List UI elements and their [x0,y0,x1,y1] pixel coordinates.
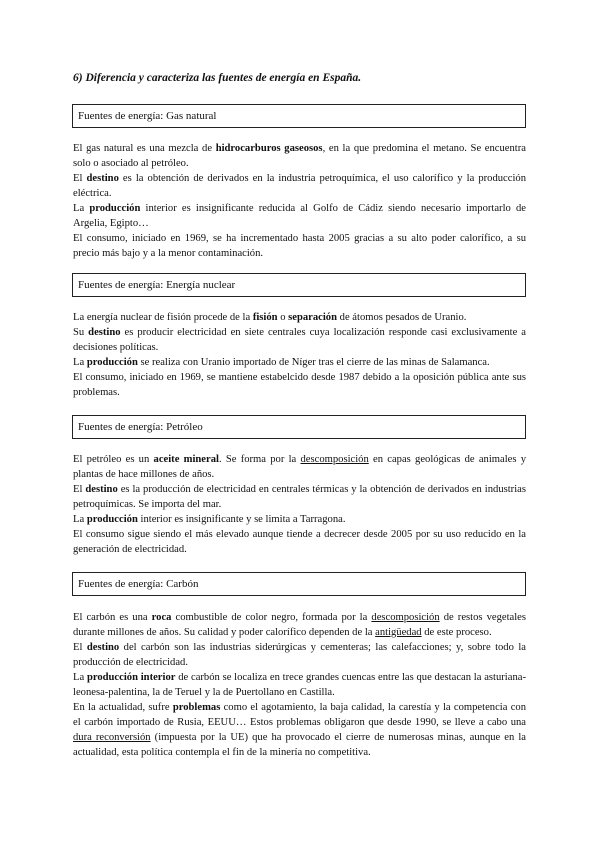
paragraph [73,610,526,640]
bold-term: destino [86,173,119,184]
underlined-term: antigüedad [375,627,422,638]
paragraph [73,482,526,512]
bold-term: hidrocarburos gaseosos [215,143,323,154]
text: de carbón se localiza en trece grandes cuencas entre las que destacan la asturiana-leonesa-palentina, la de Teruel y la de Puertollano en Castilla. [73,672,526,698]
bold-term: destino [88,327,121,338]
text: La [73,203,90,214]
paragraph [73,355,526,370]
paragraph [73,512,526,527]
text: La energía nuclear de fisión procede de la [73,312,253,323]
bold-term: roca [151,612,172,623]
text: El carbón es una [73,612,152,623]
text: se realiza con Uranio importado de Níger tras el cierre de las minas de Salamanca. [137,357,490,368]
bold-term: aceite mineral [153,454,219,465]
text: El [73,484,86,495]
paragraph [73,370,526,400]
section-header-nuclear: Fuentes de energía: Energía nuclear [72,273,526,297]
paragraph [73,310,526,325]
text: La [73,672,87,683]
bold-term: producción interior [86,672,176,683]
text: El gas natural es una mezcla de [73,143,216,154]
text: o [277,312,289,323]
paragraph [73,171,526,201]
text: Su [73,327,89,338]
text: es la obtención de derivados en la industria petroquímica, el uso calorífico y la producción eléctrica. [73,173,526,199]
text: El consumo, iniciado en 1969, se ha incrementado hasta 2005 gracias a su alto poder calorífico, a su precio más bajo y a la menor contaminación. [73,233,526,259]
bold-term: destino [86,642,120,653]
paragraph [73,141,526,171]
text: El [73,173,87,184]
text: La [73,514,87,525]
section-header-gas: Fuentes de energía: Gas natural [72,104,526,128]
paragraph [73,670,526,700]
bold-term: fisión [252,312,278,323]
paragraph [73,527,526,557]
paragraph [73,700,526,760]
text: es producir electricidad en siete centrales cuya localización responde casi exclusivamente a decisiones políticas. [73,327,526,353]
bold-term: problemas [172,702,221,713]
text: , en la que predomina el metano. Se encuentra solo o asociado al petróleo. [73,143,526,169]
text: como el agotamiento, la baja calidad, la carestía y la competencia con el carbón importado de Rusia, EEUU… Estos problemas obligaron que desde 1990, se lleve a cabo una [73,702,526,728]
section-body-gas [73,141,526,261]
bold-term: destino [85,484,118,495]
paragraph [73,452,526,482]
text: de átomos pesados de Uranio. [337,312,467,323]
paragraph [73,640,526,670]
text: de restos vegetales durante millones de años. Su calidad y poder calorífico dependen de la [73,612,526,638]
text: de este proceso. [421,627,492,638]
text: El petróleo es un [73,454,154,465]
paragraph [73,325,526,355]
bold-term: producción [86,357,138,368]
text: interior es insignificante reducida al Golfo de Cádiz siendo necesario importarlo de Argelia, Egipto… [73,203,526,229]
text: combustible de color negro, formada por la [171,612,372,623]
text: en capas geológicas de animales y plantas de hace millones de años. [73,454,527,480]
paragraph [73,231,526,261]
text: En la actualidad, sufre [73,702,173,713]
text: El [73,642,87,653]
text: es la producción de electricidad en centrales térmicas y la obtención de derivados en industrias petroquímicas. Se importa del mar. [73,484,526,510]
paragraph [73,201,526,231]
bold-term: producción [89,203,141,214]
text: La [73,357,87,368]
text: del carbón son las industrias siderúrgicas y cementeras; las calefacciones; y, sobre todo la producción de electricidad. [73,642,526,668]
section-body-carbon [73,610,526,760]
text: (impuesta por la UE) que ha provocado el cierre de numerosas minas, aunque en la actualidad, esta política contempla el fin de la minería no competitiva. [73,732,527,758]
section-body-petroleo [73,452,526,557]
underlined-term: descomposición [371,612,440,623]
text: interior es insignificante y se limita a Tarragona. [137,514,346,525]
section-header-petroleo: Fuentes de energía: Petróleo [72,415,526,439]
text: . Se forma por la [218,454,301,465]
section-body-nuclear [73,310,526,400]
bold-term: separación [288,312,337,323]
bold-term: producción [86,514,138,525]
underlined-term: descomposición [300,454,369,465]
text: El consumo, iniciado en 1969, se mantiene estabelcido desde 1987 debido a la oposición pública ante sus problemas. [73,372,526,398]
text: El consumo sigue siendo el más elevado aunque tiende a decrecer desde 2005 por su uso reducido en la generación de electricidad. [73,529,526,555]
underlined-term: dura reconversión [73,732,151,743]
section-header-carbon: Fuentes de energía: Carbón [72,572,526,596]
question-title: 6) Diferencia y caracteriza las fuentes de energía en España. [73,72,362,84]
